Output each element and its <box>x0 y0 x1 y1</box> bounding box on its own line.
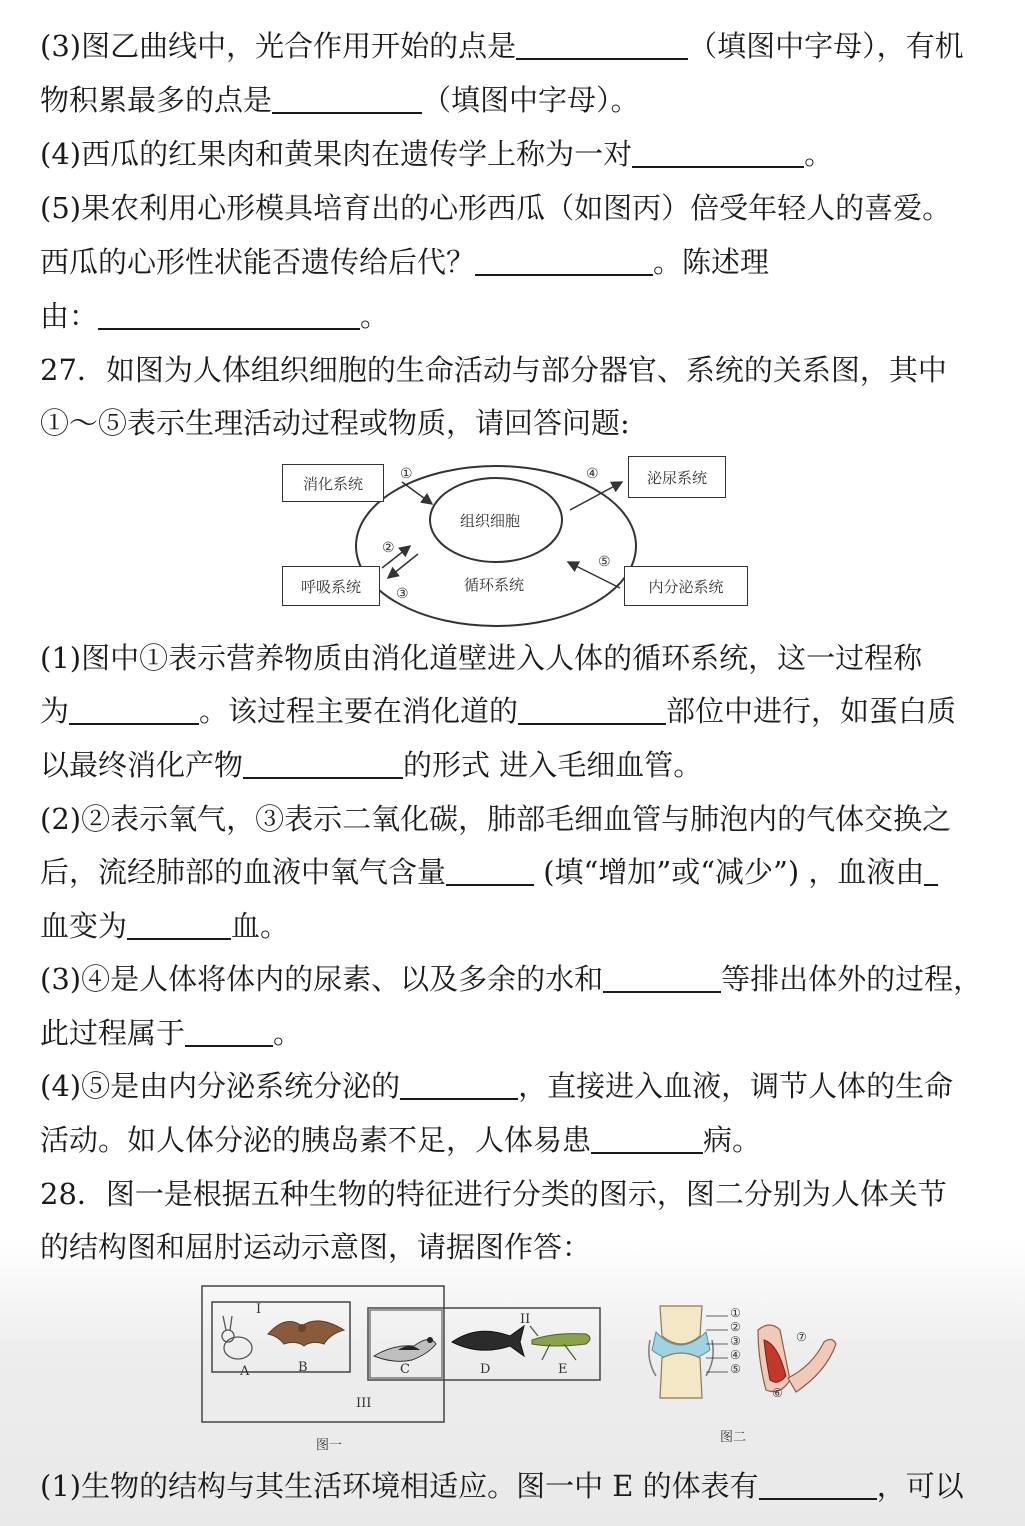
arrow-1 <box>402 482 432 504</box>
group-I-label: I <box>256 1302 262 1317</box>
bat-image <box>268 1321 344 1346</box>
q27-part4-line2: 活动。如人体分泌的胰岛素不足，人体易患 病。 <box>40 1123 762 1157</box>
digestive-system-box: 消化系统 <box>282 464 384 502</box>
answer-blank[interactable] <box>759 1468 877 1500</box>
joint-marker-1: ① <box>730 1306 741 1320</box>
q27-diagram <box>260 448 770 630</box>
pigeon-image <box>374 1337 436 1361</box>
figure-one-caption: 图一 <box>316 1438 343 1453</box>
arrow-3 <box>388 554 418 578</box>
marker-5: ⑤ <box>598 554 611 570</box>
marker-2: ② <box>382 540 395 556</box>
q27-part3-line1: (3)④是人体将体内的尿素、以及多余的水和 等排出体外的过程， <box>40 962 983 996</box>
q26-part3-line1: (3)图乙曲线中，光合作用开始的点是 （填图中字母），有机 <box>40 29 964 63</box>
figure-one <box>198 1284 608 1454</box>
marker-3: ③ <box>396 586 409 602</box>
elbow-marker-6: ⑥ <box>772 1386 783 1400</box>
joint-marker-2: ② <box>730 1320 741 1334</box>
q27-part1-line1: (1)图中①表示营养物质由消化道壁进入人体的循环系统，这一过程称 <box>40 641 923 675</box>
answer-blank[interactable] <box>127 908 231 940</box>
answer-blank[interactable] <box>924 854 938 886</box>
q26-part3-line2: 物积累最多的点是 （填图中字母）。 <box>40 83 640 117</box>
answer-blank[interactable] <box>185 1015 273 1047</box>
circulatory-ellipse <box>356 466 636 626</box>
arrow-5 <box>568 562 620 588</box>
q27-part1-line2: 为 。该过程主要在消化道的 部位中进行，如蛋白质 <box>40 694 957 728</box>
marker-4: ④ <box>586 466 599 482</box>
urinary-system-box: 泌尿系统 <box>628 456 726 498</box>
figure-two-caption: 图二 <box>720 1430 747 1445</box>
organism-a-label: A <box>240 1364 250 1379</box>
q26-part5-line3: 由： 。 <box>40 299 390 333</box>
tissue-cell-label: 组织细胞 <box>460 512 521 530</box>
group-II-label: II <box>520 1312 531 1327</box>
answer-blank[interactable] <box>400 1068 518 1100</box>
figure-two <box>640 1300 850 1448</box>
organism-c-label: C <box>400 1362 410 1377</box>
answer-blank[interactable] <box>632 136 804 168</box>
answer-blank[interactable] <box>98 298 360 330</box>
arrow-4 <box>570 482 622 510</box>
respiratory-system-box: 呼吸系统 <box>282 566 380 606</box>
organism-b-label: B <box>298 1360 308 1375</box>
q27-stem-line2: ①～⑤表示生理活动过程或物质，请回答问题: <box>40 406 630 440</box>
q27-part3-line2: 此过程属于 。 <box>40 1016 303 1050</box>
answer-blank[interactable] <box>69 693 199 725</box>
q26-part5-line1: (5)果农利用心形模具培育出的心形西瓜（如图丙）倍受年轻人的喜爱。 <box>40 191 952 225</box>
q27-part2-line3: 血变为 血。 <box>40 909 290 943</box>
q27-part2-line1: (2)②表示氧气，③表示二氧化碳，肺部毛细血管与肺泡内的气体交换之 <box>40 802 952 836</box>
grasshopper-image <box>530 1326 590 1360</box>
organism-d-label: D <box>480 1362 491 1377</box>
rabbit-image <box>222 1316 252 1359</box>
answer-blank[interactable] <box>518 693 666 725</box>
q26-part5-line2: 西瓜的心形性状能否遗传给后代？ 。陈述理 <box>40 245 770 279</box>
answer-blank[interactable] <box>591 1122 703 1154</box>
joint-marker-4: ④ <box>730 1348 741 1362</box>
q26-part4: (4)西瓜的红果肉和黄果肉在遗传学上称为一对 。 <box>40 137 834 171</box>
circulatory-system-label: 循环系统 <box>464 576 525 594</box>
q28-stem-line1: 28．图一是根据五种生物的特征进行分类的图示，图二分别为人体关节 <box>40 1177 947 1211</box>
elbow-marker-7: ⑦ <box>796 1330 807 1344</box>
group-III-label: III <box>356 1396 372 1411</box>
q28-stem-line2: 的结构图和屈肘运动示意图，请据图作答： <box>40 1230 592 1264</box>
joint-marker-3: ③ <box>730 1334 741 1348</box>
joint-marker-5: ⑤ <box>730 1362 741 1376</box>
answer-blank[interactable] <box>272 82 422 114</box>
q27-part2-line2: 后，流经肺部的血液中氧气含量 (填“增加”或“减少”) ，血液由 <box>40 852 995 892</box>
organism-e-label: E <box>558 1362 568 1377</box>
answer-blank[interactable] <box>243 747 403 779</box>
q27-part1-line3: 以最终消化产物 的形式 进入毛细血管。 <box>40 748 703 782</box>
answer-blank[interactable] <box>446 854 534 886</box>
q27-part4-line1: (4)⑤是由内分泌系统分泌的 ，直接进入血液，调节人体的生命 <box>40 1069 954 1103</box>
answer-blank[interactable] <box>603 961 721 993</box>
marker-1: ① <box>400 466 413 482</box>
figure-two-art <box>640 1300 850 1420</box>
endocrine-system-box: 内分泌系统 <box>624 566 748 606</box>
joint-structure-image <box>649 1306 728 1398</box>
q27-stem-line1: 27．如图为人体组织细胞的生命活动与部分器官、系统的关系图，其中 <box>40 353 947 387</box>
answer-blank[interactable] <box>475 244 653 276</box>
q28-part1-line1: (1)生物的结构与其生活环境相适应。图一中 E 的体表有 ，可以 <box>40 1469 964 1503</box>
answer-blank[interactable] <box>516 28 688 60</box>
fish-image <box>452 1326 524 1356</box>
